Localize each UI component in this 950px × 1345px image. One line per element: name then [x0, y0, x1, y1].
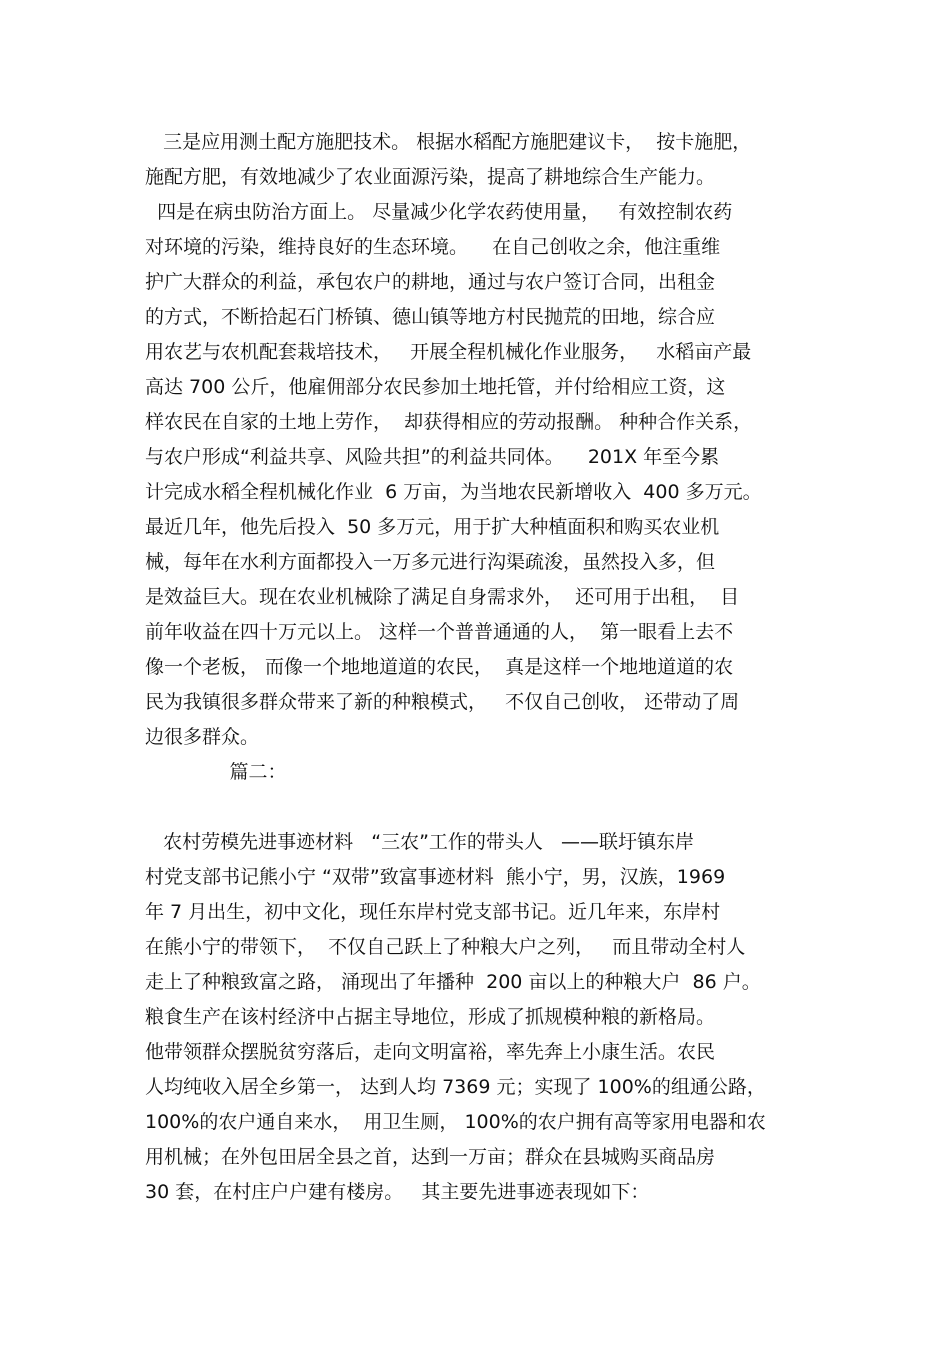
section-heading: 篇二：: [145, 761, 287, 783]
text-line: 前年收益在四十万元以上。 这样一个普普通通的人， 第一眼看上去不: [145, 621, 734, 643]
text-line: 30 套，在村庄户户建有楼房。 其主要先进事迹表现如下：: [145, 1181, 650, 1203]
text-line: 在熊小宁的带领下， 不仅自己跃上了种粮大户之列， 而且带动全村人: [145, 936, 746, 958]
text-line: 四是在病虫防治方面上。 尽量减少化学农药使用量， 有效控制农药: [145, 201, 733, 223]
text-line: 年 7 月出生，初中文化，现任东岸村党支部书记。近几年来，东岸村: [145, 901, 721, 923]
text-line: 是效益巨大。现在农业机械除了满足自身需求外， 还可用于出租， 目: [145, 586, 740, 608]
text-line: 100%的农户通自来水， 用卫生厕， 100%的农户拥有高等家用电器和农: [145, 1111, 766, 1133]
text-line: 农村劳模先进事迹材料 “三农”工作的带头人 ——联圩镇东岸: [145, 831, 695, 853]
text-line: 施配方肥，有效地减少了农业面源污染，提高了耕地综合生产能力。: [145, 166, 716, 188]
text-line: 像一个老板， 而像一个地地道道的农民， 真是这样一个地地道道的农: [145, 656, 734, 678]
text-line: 他带领群众摆脱贫穷落后，走向文明富裕，率先奔上小康生活。农民: [145, 1041, 716, 1063]
text-line: 用机械；在外包田居全县之首，达到一万亩；群众在县城购买商品房: [145, 1146, 716, 1168]
text-line: 村党支部书记熊小宁 “双带”致富事迹材料 熊小宁，男，汉族，1969: [145, 866, 726, 888]
text-line: 计完成水稻全程机械化作业 6 万亩，为当地农民新增收入 400 多万元。: [145, 481, 762, 503]
text-line: 走上了种粮致富之路， 涌现出了年播种 200 亩以上的种粮大户 86 户。: [145, 971, 761, 993]
text-line: 对环境的污染，维持良好的生态环境。 在自己创收之余，他注重维: [145, 236, 721, 258]
text-line: 民为我镇很多群众带来了新的种粮模式， 不仅自己创收， 还带动了周: [145, 691, 740, 713]
text-line: 护广大群众的利益，承包农户的耕地，通过与农户签订合同，出租金: [145, 271, 716, 293]
text-line: 与农户形成“利益共享、风险共担”的利益共同体。 201X 年至今累: [145, 446, 720, 468]
text-line: 高达 700 公斤，他雇佣部分农民参加土地托管，并付给相应工资，这: [145, 376, 726, 398]
text-line: 械，每年在水利方面都投入一万多元进行沟渠疏浚，虽然投入多，但: [145, 551, 716, 573]
text-line: 粮食生产在该村经济中占据主导地位，形成了抓规模种粮的新格局。: [145, 1006, 716, 1028]
text-line: 样农民在自家的土地上劳作， 却获得相应的劳动报酬。 种种合作关系，: [145, 411, 753, 433]
text-line: 最近几年，他先后投入 50 多万元，用于扩大种植面积和购买农业机: [145, 516, 720, 538]
text-line: 用农艺与农机配套栽培技术， 开展全程机械化作业服务， 水稻亩产最: [145, 341, 752, 363]
text-line: 的方式，不断拾起石门桥镇、德山镇等地方村民抛荒的田地，综合应: [145, 306, 716, 328]
text-line: 边很多群众。: [145, 726, 260, 748]
text-line: 人均纯收入居全乡第一， 达到人均 7369 元；实现了 100%的组通公路，: [145, 1076, 766, 1098]
text-line: 三是应用测土配方施肥技术。 根据水稻配方施肥建议卡， 按卡施肥，: [145, 131, 752, 153]
